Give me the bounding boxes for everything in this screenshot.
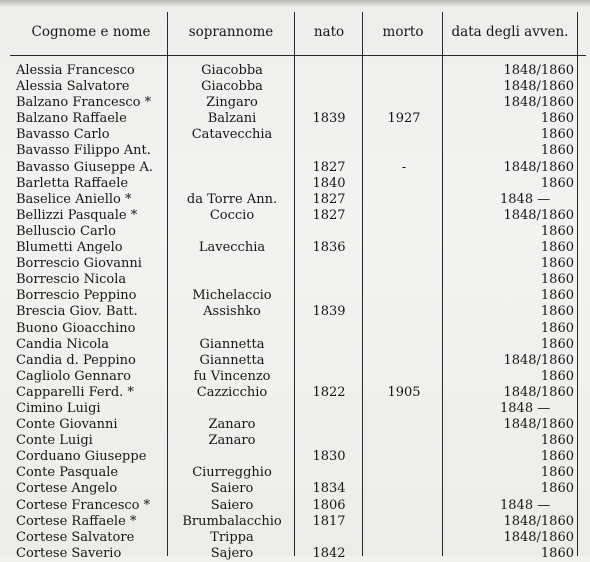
header-name: Cognome e nome [31, 24, 151, 40]
cell-event-date: 1860 [540, 175, 574, 191]
cell-event-date: 1848 — [500, 191, 551, 207]
cell-name: Cimino Luigi [16, 400, 101, 416]
cell-name: Capparelli Ferd. * [16, 384, 134, 400]
cell-nickname: Trippa [210, 529, 254, 545]
cell-event-date: 1860 [540, 240, 574, 256]
table-row [0, 176, 590, 192]
cell-nickname: Lavecchia [198, 240, 266, 256]
cell-event-date: 1848/1860 [503, 207, 574, 223]
cell-nickname: Sajero [210, 545, 254, 561]
cell-event-date: 1848/1860 [503, 384, 574, 400]
table-row [0, 288, 590, 304]
table-row [0, 369, 590, 385]
cell-event-date: 1848/1860 [503, 79, 574, 95]
cell-nickname: Assishko [203, 304, 261, 320]
cell-event-date: 1860 [540, 256, 574, 272]
cell-died: - [401, 159, 407, 175]
cell-event-date: 1860 [540, 111, 574, 127]
table-row [0, 143, 590, 159]
cell-event-date: 1860 [540, 272, 574, 288]
table-row [0, 208, 590, 224]
cell-born: 1817 [312, 513, 346, 529]
table-row [0, 449, 590, 465]
cell-nickname: Cazzicchio [196, 384, 268, 400]
table-row [0, 224, 590, 240]
cell-name: Candia d. Peppino [16, 352, 136, 368]
cell-name: Cortese Angelo [16, 481, 118, 497]
cell-born: 1830 [312, 449, 346, 465]
table-row [0, 321, 590, 337]
cell-died: 1905 [387, 384, 421, 400]
cell-born: 1836 [312, 240, 346, 256]
cell-nickname: Giacobba [201, 63, 263, 78]
table-row [0, 546, 590, 562]
cell-nickname: Catavecchia [191, 127, 273, 143]
cell-nickname: Zanaro [208, 433, 256, 449]
cell-nickname: Saiero [210, 481, 254, 497]
cell-name: Borrescio Giovanni [16, 256, 142, 272]
cell-nickname: Brumbalacchio [182, 513, 282, 529]
cell-event-date: 1848 — [500, 400, 551, 416]
table-row [0, 514, 590, 530]
cell-event-date: 1860 [540, 304, 574, 320]
header-rule [10, 55, 586, 56]
table-row [0, 127, 590, 143]
cell-event-date: 1860 [540, 449, 574, 465]
cell-event-date: 1860 [540, 545, 574, 561]
cell-name: Cortese Raffaele * [16, 513, 137, 529]
cell-name: Alessia Francesco [16, 63, 135, 78]
cell-nickname: Giacobba [201, 79, 263, 95]
table-row [0, 240, 590, 256]
cell-name: Bellizzi Pasquale * [16, 207, 138, 223]
cell-event-date: 1860 [540, 143, 574, 159]
cell-name: Candia Nicola [16, 336, 109, 352]
cell-born: 1842 [312, 545, 346, 561]
table-row [0, 498, 590, 514]
header-event-date: data degli avven. [451, 24, 569, 40]
cell-born: 1827 [312, 191, 346, 207]
cell-name: Balzano Raffaele [16, 111, 127, 127]
cell-name: Conte Luigi [16, 433, 93, 449]
cell-name: Buono Gioacchino [16, 320, 136, 336]
cell-name: Blumetti Angelo [16, 240, 123, 256]
header-died: morto [382, 24, 424, 40]
cell-name: Brescia Giov. Batt. [16, 304, 138, 320]
table-row [0, 111, 590, 127]
table-row [0, 417, 590, 433]
table-row [0, 160, 590, 176]
cell-name: Barletta Raffaele [16, 175, 129, 191]
cell-nickname: Zingaro [206, 95, 258, 111]
cell-name: Alessia Salvatore [16, 79, 130, 95]
cell-born: 1806 [312, 497, 346, 513]
cell-name: Cagliolo Gennaro [16, 368, 131, 384]
cell-name: Balzano Francesco * [16, 95, 152, 111]
cell-nickname: Giannetta [199, 336, 265, 352]
table-row [0, 530, 590, 546]
cell-event-date: 1848/1860 [503, 513, 574, 529]
cell-born: 1839 [312, 111, 346, 127]
cell-nickname: da Torre Ann. [186, 191, 278, 207]
table-row [0, 304, 590, 320]
cell-event-date: 1860 [540, 368, 574, 384]
cell-event-date: 1848/1860 [503, 529, 574, 545]
cell-event-date: 1860 [540, 223, 574, 239]
cell-name: Baselice Aniello * [16, 191, 132, 207]
cell-event-date: 1848/1860 [503, 63, 574, 78]
table-row [0, 433, 590, 449]
cell-name: Cortese Francesco * [16, 497, 151, 513]
cell-event-date: 1860 [540, 288, 574, 304]
cell-event-date: 1860 [540, 127, 574, 143]
cell-born: 1827 [312, 207, 346, 223]
cell-born: 1840 [312, 175, 346, 191]
cell-name: Cortese Saverio [16, 545, 122, 561]
cell-nickname: Michelaccio [192, 288, 272, 304]
cell-name: Corduano Giuseppe [16, 449, 147, 465]
cell-event-date: 1848/1860 [503, 352, 574, 368]
cell-event-date: 1860 [540, 336, 574, 352]
register-table-body [0, 63, 590, 562]
cell-born: 1834 [312, 481, 346, 497]
table-row [0, 272, 590, 288]
cell-born: 1827 [312, 159, 346, 175]
cell-event-date: 1848/1860 [503, 417, 574, 433]
cell-nickname: Ciurregghio [192, 465, 272, 481]
cell-name: Belluscio Carlo [16, 223, 116, 239]
table-row [0, 353, 590, 369]
cell-event-date: 1860 [540, 433, 574, 449]
cell-name: Borrescio Peppino [16, 288, 137, 304]
page-top-edge [0, 0, 590, 6]
cell-nickname: fu Vincenzo [193, 368, 271, 384]
cell-born: 1839 [312, 304, 346, 320]
table-row [0, 481, 590, 497]
cell-name: Bavasso Giuseppe A. [16, 159, 153, 175]
table-row [0, 337, 590, 353]
cell-died: 1927 [387, 111, 421, 127]
cell-name: Bavasso Filippo Ant. [16, 143, 151, 159]
cell-name: Conte Giovanni [16, 417, 118, 433]
header-nickname: soprannome [188, 24, 274, 40]
table-row [0, 95, 590, 111]
cell-event-date: 1848 — [500, 497, 551, 513]
cell-event-date: 1848/1860 [503, 159, 574, 175]
cell-nickname: Coccio [209, 207, 255, 223]
cell-name: Conte Pasquale [16, 465, 119, 481]
cell-event-date: 1848/1860 [503, 95, 574, 111]
table-row [0, 79, 590, 95]
table-row [0, 385, 590, 401]
table-row [0, 401, 590, 417]
table-row [0, 465, 590, 481]
cell-event-date: 1860 [540, 465, 574, 481]
table-row [0, 192, 590, 208]
cell-nickname: Giannetta [199, 352, 265, 368]
cell-event-date: 1860 [540, 320, 574, 336]
cell-born: 1822 [312, 384, 346, 400]
table-row [0, 256, 590, 272]
cell-name: Bavasso Carlo [16, 127, 110, 143]
cell-nickname: Zanaro [208, 417, 256, 433]
cell-event-date: 1860 [540, 481, 574, 497]
cell-nickname: Saiero [210, 497, 254, 513]
table-row [0, 63, 590, 79]
cell-name: Borrescio Nicola [16, 272, 127, 288]
cell-name: Cortese Salvatore [16, 529, 135, 545]
cell-nickname: Balzani [207, 111, 257, 127]
header-born: nato [313, 24, 345, 40]
